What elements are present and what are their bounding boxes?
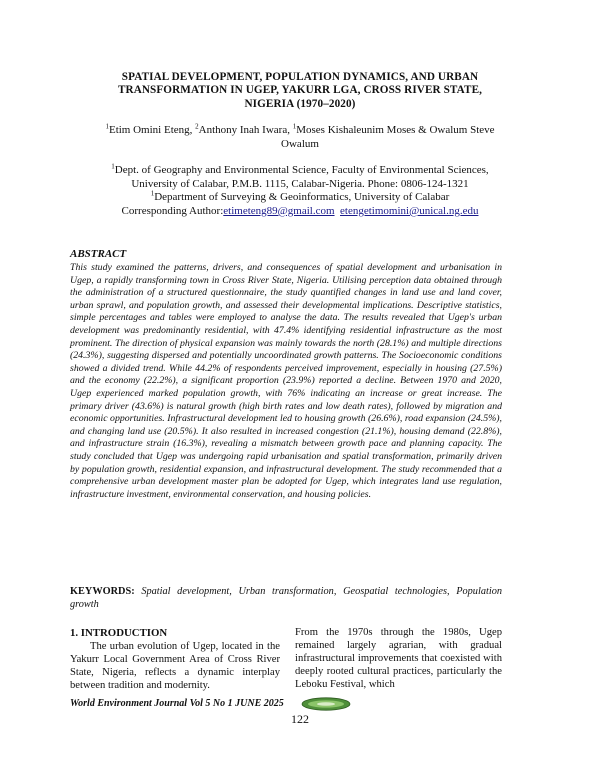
author-1: Etim Omini Eteng, [108, 124, 196, 136]
title-line-1: SPATIAL DEVELOPMENT, POPULATION DYNAMICS, AND URBAN [121, 71, 479, 83]
keywords-label: KEYWORDS: [70, 586, 135, 597]
right-column-text: From the 1970s through the 1980s, Ugep remained largely agrarian, with gradual infrastructural improvements that coexisted with deeply rooted cultural practices, particularly the Leboku Festival, which [295, 627, 502, 690]
journal-footer: World Environment Journal Vol 5 No 1 JUNE 2025 [70, 698, 284, 709]
keywords-text: Spatial development, Urban transformation, Geospatial technologies, Population growth [70, 586, 502, 610]
affil-1-line-1: Dept. of Geography and Environmental Science, Faculty of Environmental Sciences, [114, 164, 489, 176]
email-link-2[interactable]: etengetimomini@unical.ng.edu [340, 204, 479, 217]
title-line-2: TRANSFORMATION IN UGEP, YAKURR LGA, CROSS RIVER STATE, [117, 84, 483, 97]
author-list [80, 124, 520, 151]
affil-1-sup: 1 [111, 162, 115, 171]
affiliations [70, 164, 530, 218]
author-2-sup: 2 [195, 122, 199, 131]
abstract-heading: ABSTRACT [70, 248, 127, 260]
left-column-text: The urban evolution of Ugep, located in the Yakurr Local Government Area of Cross River State, Nigeria, reflects a dynamic interplay between tradition and modernity. [70, 640, 280, 691]
abstract-text: This study examined the patterns, drivers, and consequences of spatial development and urbanisation in Ugep, a rapidly transforming town in Cross River State, Nigeria. Utilising perception data obtained through the administration of a structured questionnaire, the study quantified changes in land use and land cover, urban sprawl, and population growth, and assessed their developmental implications. Descriptive statistics, simple percentages and tables were employed to analyse the data. The results revealed that Ugep's urban development was predominantly residential, with 47.4% identifying residential infrastructure as the most prominent. The direction of physical expansion was mainly towards the north (28.1%) and multiple directions (24.3%), suggesting dispersed and potentially uncoordinated growth patterns. The Socioeconomic conditions showed a divided trend. While 44.2% of respondents perceived improvement, especially in housing (27.5%) and the economy (22.2%), a significant proportion (23.9%) reported a decline. Between 1970 and 2020, Ugep experienced marked population growth, with 76% indicating an increase or great increase. The primary driver (43.6%) is natural growth (high birth rates and low death rates), followed by migration and economic opportunities. Infrastructural development led to housing growth (26.6%), road expansion (24.5%), and changing land use (20.5%). It also resulted in increased congestion (21.1%), housing demand (22.8%), and infrastructure strain (16.3%), revealing a mismatch between growth pace and planning capacity. The study concluded that Ugep was undergoing rapid urbanisation and spatial transformation, primarily driven by population growth, residential expansion, and infrastructural development. The study recommended that a comprehensive urban development master plan be adopted for Ugep, which integrates land use regulation, infrastructure investment, environmental conservation, and housing policies. [70, 262, 502, 500]
page-number: 122 [291, 712, 309, 726]
journal-logo-icon [301, 697, 351, 711]
keywords [70, 586, 502, 611]
author-3-sup: 1 [292, 122, 297, 131]
author-2: Anthony Inah Iwara, [198, 124, 293, 136]
author-1-sup: 1 [105, 122, 109, 131]
section-heading-introduction: 1. INTRODUCTION [70, 627, 168, 639]
author-3: Moses Kishaleunim Moses & Owalum Steve [296, 124, 495, 136]
corresponding-label: Corresponding Author: [121, 204, 224, 217]
title-line-3: NIGERIA (1970–2020) [244, 97, 356, 110]
affil-1-line-2: University of Calabar, P.M.B. 1115, Calabar-Nigeria. Phone: 0806-124-1321 [131, 177, 469, 190]
affil-2: Department of Surveying & Geoinformatics, University of Calabar [154, 191, 450, 204]
email-link-1[interactable]: etimeteng89@gmail.com [223, 204, 335, 217]
left-column [70, 627, 280, 693]
affil-2-sup: 1 [150, 189, 155, 198]
author-line-2: Owalum [281, 137, 319, 150]
right-column [295, 627, 502, 692]
paper-title [80, 71, 520, 111]
